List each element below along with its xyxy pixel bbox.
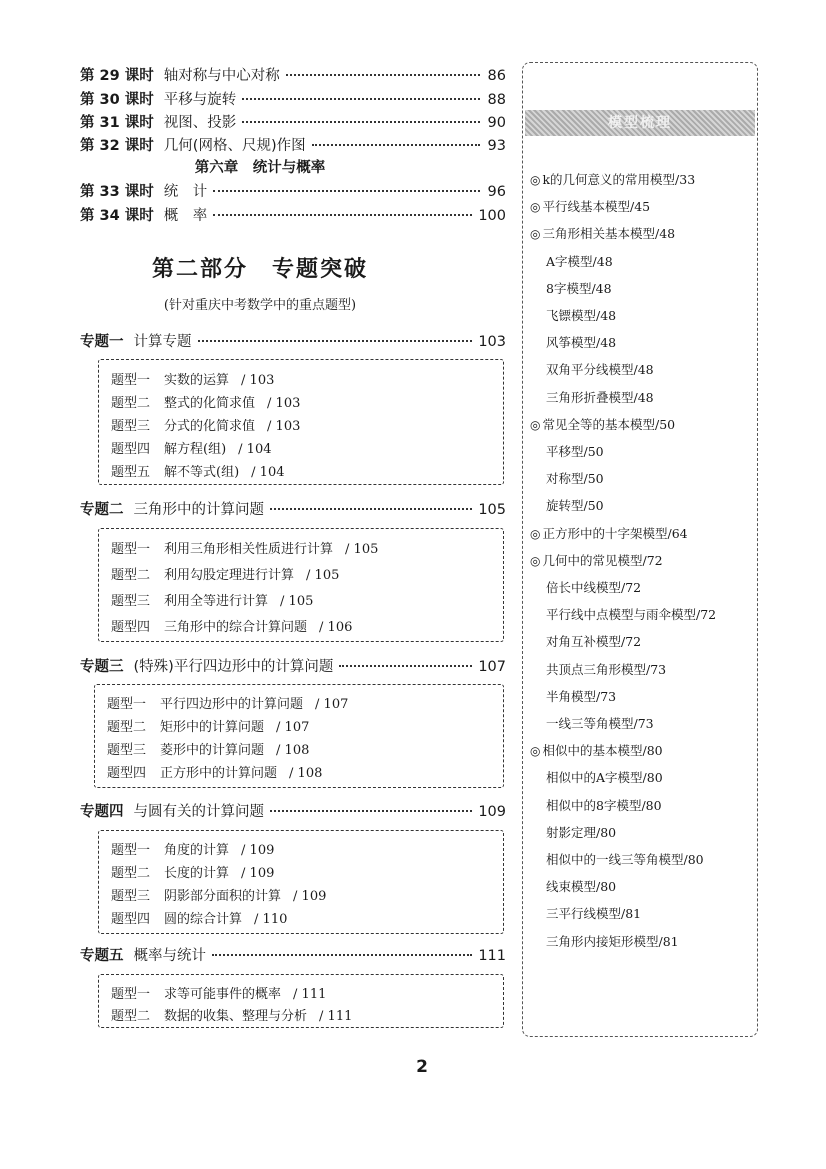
topic-row[interactable]	[80, 944, 506, 965]
topic-items-box	[98, 974, 504, 1028]
topic-row[interactable]	[80, 655, 506, 676]
type-title: 三角形中的综合计算问题	[164, 620, 308, 635]
bullet-icon: ◎	[530, 173, 541, 187]
sidebar-model-item[interactable]	[546, 714, 654, 732]
type-page: / 104	[238, 442, 272, 457]
topic-label: 专题五	[80, 948, 124, 964]
sidebar-model-item[interactable]	[546, 932, 679, 950]
sidebar-model-item[interactable]	[546, 252, 613, 270]
sidebar-item-text: 旋转型/50	[546, 498, 604, 514]
lesson-title: 几何(网格、尺规)作图	[163, 138, 306, 154]
sidebar-item-text: A字模型/48	[546, 253, 613, 269]
lesson-page: 88	[487, 92, 506, 108]
type-label: 题型一	[111, 843, 151, 858]
sidebar-model-item[interactable]	[546, 904, 641, 922]
topic-page: 105	[478, 502, 506, 518]
sidebar-model-item[interactable]	[546, 469, 604, 487]
leader-dots	[213, 214, 472, 216]
type-title: 利用勾股定理进行计算	[164, 568, 295, 583]
type-page: / 111	[293, 987, 327, 1002]
leader-dots	[270, 810, 472, 812]
type-page: / 103	[267, 419, 301, 434]
lesson-title: 视图、投影	[163, 115, 237, 131]
type-page: / 107	[315, 697, 349, 712]
lesson-page: 96	[487, 184, 506, 200]
type-label: 题型四	[111, 912, 151, 927]
sidebar-model-group[interactable]	[530, 197, 650, 215]
lesson-page: 93	[487, 138, 506, 154]
sidebar-item-text: 几何中的常见模型/72	[542, 552, 663, 568]
type-title: 数据的收集、整理与分析	[164, 1009, 308, 1024]
lesson-page: 100	[478, 208, 506, 224]
type-item[interactable]	[111, 564, 339, 583]
type-label: 题型二	[111, 866, 151, 881]
type-title: 整式的化简求值	[164, 396, 256, 411]
topic-page: 109	[478, 804, 506, 820]
type-item[interactable]	[107, 739, 309, 758]
sidebar-item-text: 相似中的8字模型/80	[546, 797, 662, 813]
leader-dots	[198, 340, 473, 342]
lesson-row[interactable]	[80, 111, 506, 132]
leader-dots	[312, 144, 480, 146]
topic-label: 专题二	[80, 502, 124, 518]
type-label: 题型四	[107, 766, 147, 781]
lesson-title: 平移与旋转	[163, 92, 237, 108]
type-page: / 105	[306, 568, 340, 583]
topic-title: 概率与统计	[133, 948, 206, 964]
lesson-label: 第 33 课时	[80, 184, 154, 200]
lesson-page: 90	[487, 115, 506, 131]
bullet-icon: ◎	[530, 417, 541, 432]
topic-label: 专题三	[80, 659, 124, 675]
topic-title: 计算专题	[133, 334, 192, 350]
sidebar-banner: 模型梳理	[525, 110, 755, 136]
sidebar-model-item[interactable]	[546, 632, 641, 650]
bullet-icon: ◎	[530, 227, 541, 242]
leader-dots	[242, 98, 480, 100]
lesson-label: 第 32 课时	[80, 138, 154, 154]
type-label: 题型四	[111, 620, 151, 635]
type-item[interactable]	[111, 862, 274, 881]
type-title: 平行四边形中的计算问题	[160, 697, 304, 712]
type-item[interactable]	[111, 415, 300, 434]
type-title: 实数的运算	[164, 373, 230, 388]
bullet-icon: ◎	[530, 200, 541, 215]
type-item[interactable]	[111, 369, 274, 388]
type-title: 圆的综合计算	[164, 912, 243, 927]
leader-dots	[242, 121, 480, 123]
lesson-title: 统 计	[163, 184, 208, 200]
type-item[interactable]	[107, 693, 348, 712]
topic-items-box	[98, 528, 504, 642]
type-page: / 103	[241, 373, 275, 388]
type-title: 利用三角形相关性质进行计算	[164, 542, 334, 557]
type-label: 题型二	[111, 568, 151, 583]
sidebar-model-group[interactable]	[530, 551, 663, 569]
topic-title: 与圆有关的计算问题	[133, 804, 264, 820]
type-page: / 108	[289, 766, 323, 781]
type-title: 求等可能事件的概率	[164, 987, 282, 1002]
topic-items-box	[98, 830, 504, 934]
sidebar-item-text: 常见全等的基本模型/50	[542, 416, 676, 432]
lesson-title: 概 率	[163, 208, 208, 224]
type-title: 阴影部分面积的计算	[164, 889, 282, 904]
type-label: 题型三	[111, 889, 151, 904]
lesson-page: 86	[487, 68, 506, 84]
sidebar-item-text: 飞镖模型/48	[546, 308, 617, 323]
type-item[interactable]	[111, 590, 313, 609]
sidebar-item-text: 线束模型/80	[546, 879, 617, 895]
type-label: 题型一	[107, 697, 147, 712]
sidebar-model-item[interactable]	[546, 333, 616, 351]
lesson-row[interactable]	[80, 134, 506, 155]
sidebar-model-item[interactable]	[546, 823, 616, 841]
part-title: 第二部分 专题突破	[151, 257, 368, 282]
lesson-label: 第 31 课时	[80, 115, 154, 131]
sidebar-model-group[interactable]	[530, 224, 675, 242]
sidebar-model-item[interactable]	[546, 660, 666, 678]
type-title: 正方形中的计算问题	[160, 766, 278, 781]
lesson-label: 第 29 课时	[80, 68, 154, 84]
sidebar-item-text: 三角形内接矩形模型/81	[546, 933, 679, 949]
sidebar-item-text: 平移型/50	[546, 444, 604, 459]
type-title: 解方程(组)	[164, 442, 227, 457]
type-page: / 105	[280, 594, 314, 609]
sidebar-model-item[interactable]	[546, 578, 641, 596]
type-item[interactable]	[111, 885, 326, 904]
type-item[interactable]	[111, 839, 274, 858]
sidebar-model-item[interactable]	[546, 496, 604, 514]
sidebar-model-item[interactable]	[546, 796, 662, 814]
sidebar-model-group[interactable]	[530, 415, 675, 433]
sidebar-item-text: 8字模型/48	[546, 280, 612, 296]
sidebar-item-text: 一线三等角模型/73	[546, 716, 654, 731]
sidebar-item-text: 对角互补模型/72	[546, 634, 642, 650]
sidebar-item-text: 倍长中线模型/72	[546, 580, 642, 595]
topic-page: 111	[478, 948, 506, 964]
type-title: 解不等式(组)	[164, 465, 240, 480]
lesson-title: 轴对称与中心对称	[163, 68, 280, 84]
sidebar-model-group[interactable]	[530, 524, 688, 542]
type-label: 题型四	[111, 442, 151, 457]
type-item[interactable]	[111, 392, 300, 411]
topic-row[interactable]	[80, 498, 506, 519]
type-page: / 106	[319, 620, 353, 635]
lesson-label: 第 34 课时	[80, 208, 154, 224]
sidebar-model-item[interactable]	[546, 442, 604, 460]
sidebar-item-text: 射影定理/80	[546, 824, 617, 840]
type-item[interactable]	[107, 762, 322, 781]
type-label: 题型三	[111, 419, 151, 434]
topic-label: 专题四	[80, 804, 124, 820]
type-title: 矩形中的计算问题	[160, 720, 265, 735]
sidebar-item-text: 三角形折叠模型/48	[546, 389, 654, 405]
type-label: 题型三	[111, 594, 151, 609]
type-title: 菱形中的计算问题	[160, 743, 265, 758]
topic-row[interactable]	[80, 330, 506, 351]
type-label: 题型一	[111, 373, 151, 388]
type-page: / 109	[241, 843, 275, 858]
type-page: / 104	[251, 465, 285, 480]
sidebar-model-item[interactable]	[546, 605, 716, 623]
type-item[interactable]	[111, 983, 326, 1002]
type-label: 题型一	[111, 987, 151, 1002]
sidebar-model-item[interactable]	[546, 388, 654, 406]
type-page: / 108	[276, 743, 310, 758]
leader-dots	[212, 954, 472, 956]
type-page: / 105	[345, 542, 379, 557]
sidebar-model-item[interactable]	[546, 850, 704, 868]
type-page: / 109	[241, 866, 275, 881]
sidebar-item-text: 相似中的基本模型/80	[542, 743, 663, 759]
sidebar-item-text: 正方形中的十字架模型/64	[542, 525, 688, 541]
type-title: 长度的计算	[164, 866, 230, 881]
type-item[interactable]	[111, 616, 352, 635]
type-label: 题型一	[111, 542, 151, 557]
sidebar-item-text: 双角平分线模型/48	[546, 362, 654, 378]
topic-items-box	[98, 359, 504, 485]
lesson-row[interactable]	[80, 204, 506, 225]
type-page: / 107	[276, 720, 310, 735]
type-item[interactable]	[111, 438, 272, 457]
type-item[interactable]	[111, 1005, 352, 1024]
topic-items-box	[94, 684, 504, 788]
type-title: 角度的计算	[164, 843, 230, 858]
part-subtitle: (针对重庆中考数学中的重点题型)	[163, 298, 357, 313]
type-item[interactable]	[111, 908, 287, 927]
type-label: 题型五	[111, 465, 151, 480]
leader-dots	[213, 190, 480, 192]
type-item[interactable]	[107, 716, 309, 735]
topic-row[interactable]	[80, 800, 506, 821]
sidebar-model-item[interactable]	[546, 306, 616, 324]
sidebar-item-text: k的几何意义的常用模型/33	[542, 172, 696, 187]
page-number: 2	[416, 1057, 428, 1077]
sidebar-model-group[interactable]	[530, 170, 695, 188]
type-page: / 110	[254, 912, 288, 927]
sidebar-item-text: 三平行线模型/81	[546, 906, 642, 922]
lesson-row[interactable]	[80, 88, 506, 109]
type-label: 题型二	[107, 720, 147, 735]
sidebar-model-item[interactable]	[546, 360, 654, 378]
sidebar-item-text: 共顶点三角形模型/73	[546, 661, 667, 677]
type-page: / 109	[293, 889, 327, 904]
topic-title: 三角形中的计算问题	[133, 502, 264, 518]
sidebar-item-text: 对称型/50	[546, 471, 604, 487]
sidebar-item-text: 半角模型/73	[546, 688, 617, 704]
chapter-heading: 第六章 统计与概率	[194, 160, 326, 176]
type-label: 题型三	[107, 743, 147, 758]
sidebar-item-text: 平行线中点模型与雨伞模型/72	[546, 607, 717, 623]
sidebar-model-group[interactable]	[530, 741, 663, 759]
sidebar-item-text: 相似中的一线三等角模型/80	[546, 852, 704, 867]
bullet-icon: ◎	[530, 526, 541, 541]
bullet-icon: ◎	[530, 744, 541, 759]
type-label: 题型二	[111, 396, 151, 411]
topic-page: 107	[478, 659, 506, 675]
topic-label: 专题一	[80, 334, 124, 350]
type-page: / 103	[267, 396, 301, 411]
sidebar-model-item[interactable]	[546, 877, 616, 895]
type-label: 题型二	[111, 1009, 151, 1024]
sidebar-model-item[interactable]	[546, 279, 612, 297]
sidebar-item-text: 风筝模型/48	[546, 335, 617, 351]
type-item[interactable]	[111, 538, 378, 557]
sidebar-item-text: 三角形相关基本模型/48	[542, 226, 676, 242]
leader-dots	[270, 508, 472, 510]
sidebar-model-item[interactable]	[546, 687, 616, 705]
type-page: / 111	[319, 1009, 353, 1024]
sidebar-item-text: 相似中的A字模型/80	[546, 770, 663, 786]
sidebar-model-item[interactable]	[546, 768, 663, 786]
bullet-icon: ◎	[530, 553, 541, 568]
leader-dots	[286, 74, 480, 76]
leader-dots	[339, 665, 472, 667]
sidebar-item-text: 平行线基本模型/45	[542, 199, 651, 215]
lesson-row[interactable]	[80, 180, 506, 201]
type-item[interactable]	[111, 461, 285, 480]
type-title: 利用全等进行计算	[164, 594, 269, 609]
lesson-row[interactable]	[80, 64, 506, 85]
topic-page: 103	[478, 334, 506, 350]
topic-title: (特殊)平行四边形中的计算问题	[133, 659, 334, 675]
lesson-label: 第 30 课时	[80, 92, 154, 108]
type-title: 分式的化简求值	[164, 419, 256, 434]
